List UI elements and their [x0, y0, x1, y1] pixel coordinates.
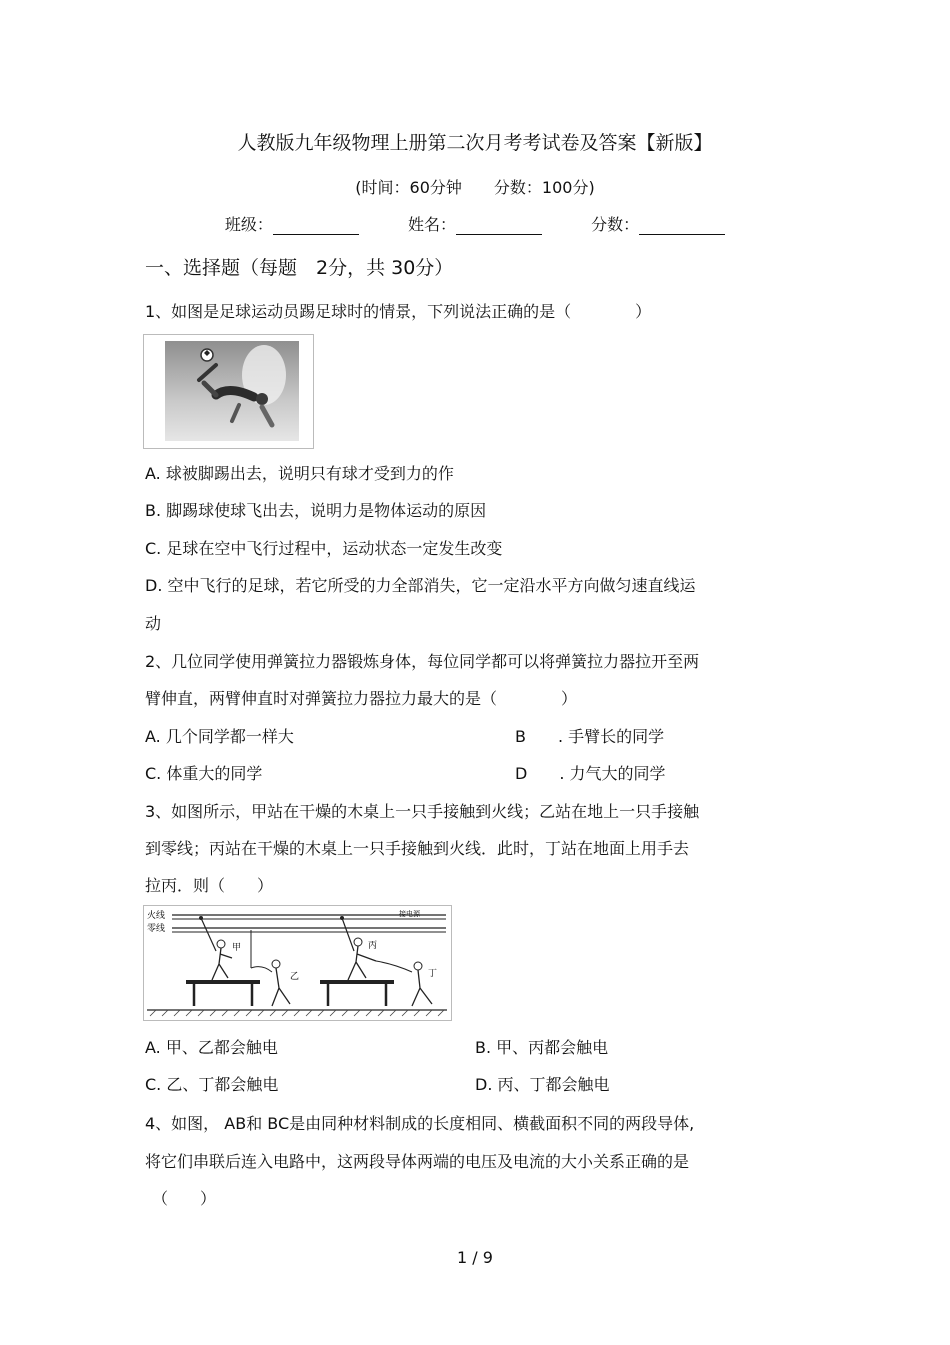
exam-title: 人教版九年级物理上册第二次月考考试卷及答案【新版】	[237, 132, 713, 154]
live-wire-label: 火线	[147, 911, 166, 921]
student-info-fields	[0, 212, 950, 235]
page-number: 1 / 9	[457, 1248, 493, 1267]
q3-option-b: B. 甲、丙都会触电	[475, 1038, 609, 1057]
class-blank	[273, 216, 359, 235]
q2-stem-line1: 2、几位同学使用弹簧拉力器锻炼身体，每位同学都可以将弹簧拉力器拉开至两	[145, 652, 700, 671]
q1-option-d: D. 空中飞行的足球，若它所受的力全部消失，它一定沿水平方向做匀速直线运	[145, 576, 696, 595]
class-label: 班级：	[224, 215, 273, 234]
soccer-player-icon	[144, 335, 313, 448]
q1-option-a: A. 球被脚踢出去，说明只有球才受到力的作	[145, 464, 454, 483]
person-ding-label: 丁	[428, 969, 438, 979]
person-bing-label: 丙	[368, 941, 378, 951]
q1-option-d-cont: 动	[145, 614, 162, 633]
q4-stem-line2: 将它们串联后连入电路中，这两段导体两端的电压及电流的大小关系正确的是	[145, 1152, 690, 1171]
q2-option-b: B . 手臂长的同学	[515, 727, 665, 746]
q1-option-c: C. 足球在空中飞行过程中，运动状态一定发生改变	[145, 539, 503, 558]
q1-stem: 1、如图是足球运动员踢足球时的情景，下列说法正确的是（ ）	[145, 302, 652, 321]
q3-stem-line3: 拉丙．则（ ）	[145, 876, 274, 895]
q3-option-d: D. 丙、丁都会触电	[475, 1075, 610, 1094]
person-jia-label: 甲	[232, 943, 242, 953]
q2-option-c: C. 体重大的同学	[145, 764, 263, 783]
neutral-wire-label: 零线	[147, 924, 166, 934]
name-blank	[456, 216, 542, 235]
circuit-icon	[144, 906, 451, 1020]
q3-stem-line2: 到零线；丙站在干燥的木桌上一只手接触到火线．此时，丁站在地面上用手去	[145, 839, 690, 858]
q4-stem-line3: （ ）	[152, 1189, 217, 1208]
q2-stem-line2: 臂伸直，两臂伸直时对弹簧拉力器拉力最大的是（ ）	[145, 689, 578, 708]
circuit-diagram	[143, 905, 452, 1021]
score-blank	[639, 216, 725, 235]
q4-stem-line1: 4、如图， AB和 BC是由同种材料制成的长度相同、横截面积不同的两段导体,	[145, 1114, 695, 1133]
section-heading: 一、选择题（每题 2分，共 30分）	[145, 257, 454, 279]
person-yi-label: 乙	[290, 972, 300, 982]
q3-stem-line1: 3、如图所示，甲站在干燥的木桌上一只手接触到火线；乙站在地上一只手接触	[145, 802, 700, 821]
name-label: 姓名：	[407, 215, 456, 234]
score-label: 分数：	[591, 215, 640, 234]
q3-option-c: C. 乙、丁都会触电	[145, 1075, 279, 1094]
q1-option-b: B. 脚踢球使球飞出去，说明力是物体运动的原因	[145, 501, 487, 520]
soccer-player-image	[143, 334, 314, 449]
source-label: 接电源	[399, 910, 420, 918]
exam-subtitle: (时间：60分钟 分数：100分)	[355, 178, 595, 197]
q2-option-d: D . 力气大的同学	[515, 764, 666, 783]
q3-option-a: A. 甲、乙都会触电	[145, 1038, 278, 1057]
q2-option-a: A. 几个同学都一样大	[145, 727, 294, 746]
